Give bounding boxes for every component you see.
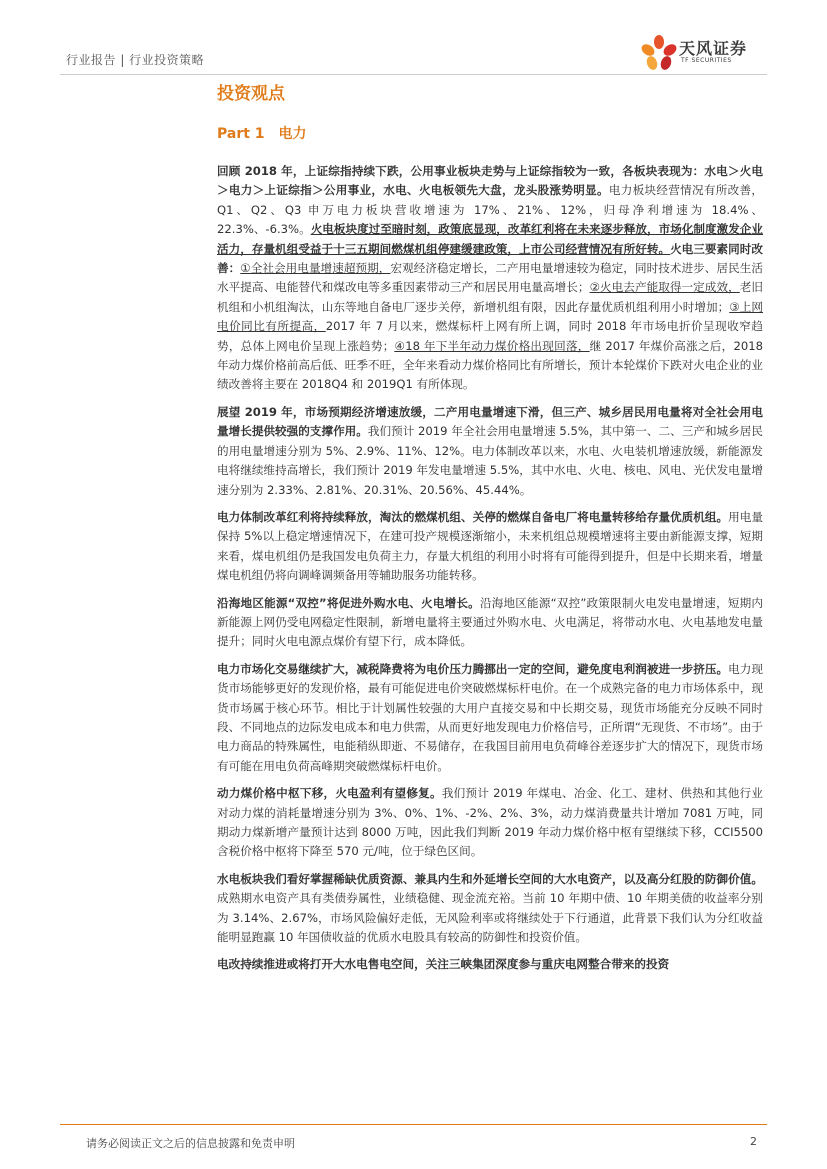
- body-text: 老旧机组和小机组淘汰，山东等地自备电厂逐步关停，新增机组有限，因此存量优质机组利用小时增加；: [217, 280, 763, 314]
- body-text: 成熟期水电资产具有类债券属性，业绩稳健、现金流充裕。当前 10 年期中债、10 年期美债的收益率分别为 3.14%、2.67%，市场风险偏好走低，无风险利率或将继续处于下行通道，此背景下我们认为分红收益能明显跑赢 10 年国债收益的优质水电股具有较高的防御性和投资价值。: [217, 891, 763, 945]
- emphasis-text: 沿海地区能源“双控”将促进外购水电、火电增长。: [217, 595, 480, 610]
- paragraph: [217, 870, 763, 948]
- company-logo: [635, 34, 755, 72]
- logo-subtitle: TF SECURITIES: [681, 57, 732, 64]
- tf-petal-logo-icon: [639, 34, 679, 72]
- breadcrumb: 行业报告 | 行业投资策略: [66, 53, 205, 67]
- page-header: [60, 40, 767, 74]
- paragraph: [217, 594, 763, 652]
- paragraph: [217, 403, 763, 500]
- logo-name: 天风证券: [679, 39, 748, 58]
- body-text: 继 2017 年煤价高涨之后，2018 年动力煤价格前高后低、旺季不旺，全年来看动力煤价格同比有所增长，预计本轮煤价下跌对火电企业的业绩改善将主要在 2018Q4 和 2019Q1 有所体现。: [217, 338, 763, 392]
- emphasis-text: 火电板块度过至暗时刻，政策底显现，改革红利将在未来逐步释放，市场化制度激发企业活力，存量机组受益于十三五期间燃煤机组停建缓建政策，上市公司经营情况有所好转。: [217, 222, 764, 256]
- emphasis-text: 回顾 2018 年，上证综指持续下跌，公用事业板块走势与上证综指较为一致，各板块表现为：水电＞火电＞电力＞上证综指＞公用事业，水电、火电板领先大盘，龙头股涨势明显。: [217, 164, 763, 198]
- emphasis-text: 展望 2019 年，市场预期经济增速放缓，二产用电量增速下滑，但三产、城乡居民用电量将对全社会用电量增长提供较强的支撑作用。: [217, 404, 763, 439]
- body-text: 用电量保持 5%以上稳定增速情况下，在建可投产规模逐渐缩小，未来机组总规模增速将主要由新能源支撑，短期来看，煤电机组仍是我国发电负荷主力，存量大机组的利用小时将有可能得到提升，但是中长期来看，增量煤电机组仍将向调峰调频备用等辅助服务功能转移。: [217, 509, 763, 583]
- emphasis-text: 电改持续推进或将打开大水电售电空间，关注三峡集团深度参与重庆电网整合带来的投资: [217, 957, 670, 972]
- body-text: 沿海地区能源“双控”政策限制火电发电量增速，短期内新能源上网仍受电网稳定性限制，新增电量将主要通过外购水电、火电满足，将带动水电、火电基地发电量提升；同时火电电源点煤价有望下行，成本降低。: [217, 595, 764, 649]
- body-text: 我们预计 2019 年全社会用电量增速 5.5%，其中第一、二、三产和城乡居民的用电量增速分别为 5%、2.9%、11%、12%。电力体制改革以来，水电、火电装机增速放缓，新能源发电将继续维持高增长，我们预计 2019 年发电量增速 5.5%，其中水电、火电、核电、风电、光伏发电量增速分别为 2.33%、2.81%、20.31%、20.56%、45.44%。: [217, 424, 763, 497]
- body-text: 电力现货市场能够更好的发现价格，最有可能促进电价突破燃煤标杆电价。在一个成熟完备的电力市场体系中，现货市场属于核心环节。相比于计划属性较强的大用户直接交易和中长期交易，现货市场能充分反映不同时段、不同地点的边际发电成本和电力供需，从而更好地发现电力价格信号，正所谓“无现货、不市场”。由于电力商品的特殊属性，电能稍纵即逝、不易储存，在我国目前用电负荷峰谷差逐步扩大的情况下，现货市场有可能在用电负荷高峰期突破燃煤标杆电价。: [217, 661, 763, 773]
- paragraph: [217, 660, 763, 776]
- main-content: [217, 82, 763, 983]
- section-title: 投资观点: [217, 84, 285, 104]
- paragraph: [217, 955, 763, 974]
- body-text: ①全社会用电量增速超预期，: [240, 261, 391, 276]
- part-heading: [217, 124, 763, 144]
- body-text: 2017 年 7 月以来，燃煤标杆上网有所上调，同时 2018 年市场电折价呈现收窄趋势，总体上网电价呈现上涨趋势；: [217, 319, 763, 353]
- emphasis-text: 电力体制改革红利将持续释放，淘汰的燃煤机组、关停的燃煤自备电厂将电量转移给存量优质机组。: [217, 509, 729, 524]
- body-text: ③上网电价同比有所提高，: [217, 299, 763, 334]
- page-number: 2: [750, 1135, 757, 1148]
- emphasis-text: 动力煤价格中枢下移，火电盈利有望修复。: [217, 786, 442, 801]
- paragraph: [217, 162, 763, 395]
- body-text: 宏观经济稳定增长，二产用电量增速较为稳定，同时技术进步、居民生活水平提高、电能替代和煤改电等多重因素带动三产和居民用电量高增长；: [217, 261, 763, 295]
- body-text: ④18 年下半年动力煤价格出现回落，: [394, 338, 590, 353]
- body-text: 我们预计 2019 年煤电、冶金、化工、建材、供热和其他行业对动力煤的消耗量增速分别为 3%、0%、1%、-2%、2%、3%，动力煤消费量共计增加 7081 万吨，同期动力煤新增产量预计达到 8000 万吨，因此我们判断 2019 年动力煤价格中枢有望继续下移，CCI5500 含税价格中枢将下降至 570 元/吨，位于绿色区间。: [217, 786, 763, 859]
- body-text: ②火电去产能取得一定成效，: [589, 280, 740, 295]
- emphasis-text: 火电三要素同时改善：: [217, 241, 763, 276]
- part-number: Part 1: [217, 126, 265, 142]
- body-paragraphs: [217, 162, 763, 975]
- disclaimer-text: 请务必阅读正文之后的信息披露和免责申明: [86, 1137, 295, 1150]
- paragraph: [217, 784, 763, 862]
- emphasis-text: 水电板块我们看好掌握稀缺优质资源、兼具内生和外延增长空间的大水电资产，以及高分红股的防御价值。: [217, 871, 763, 886]
- footer-divider: [60, 1124, 767, 1125]
- body-text: 电力板块经营情况有所改善，Q1、Q2、Q3 申万电力板块营收增速为 17%、21%、12%，归母净利增速为 18.4%、22.3%、-6.3%。: [217, 183, 763, 237]
- header-divider: [60, 74, 767, 75]
- paragraph: [217, 508, 763, 586]
- part-title: 电力: [278, 126, 307, 142]
- emphasis-text: 电力市场化交易继续扩大，减税降费将为电价压力腾挪出一定的空间，避免度电利润被进一步挤压。: [217, 661, 729, 676]
